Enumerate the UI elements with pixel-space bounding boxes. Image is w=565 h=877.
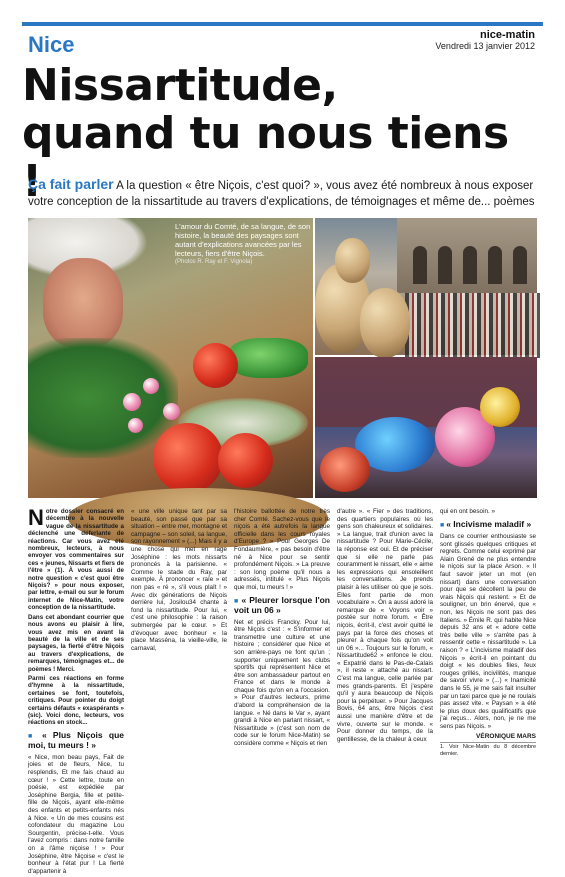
crowd-shape [405, 293, 540, 358]
body-paragraph: « une ville unique tant par sa beauté, son passé que par sa situation – entre mer, montagne et campagne – son soleil, sa langue, son rayonnement » (...) Mais il y a une chose qui met en rage Joséphine : les mots nissarts prononcés à la parisienne. « Comme le stade du Ray, par exemple. À prononcer « raïe » et non pas « ré », s'il vous plaît ! » Avec dix générations de Niçois derrière lui, Josilou34 chante à fond la nissartitude. Pour lui, « c'est une philosophie : la raison submergée par le cœur. » Et d'évoquer avec bonheur « la place Masséna, la vieille-ville, le carnaval, [131, 508, 227, 652]
body-paragraph: l'histoire ballottée de notre très cher Comté. Sachez-vous que le niçois a été autrefois la langue officielle dans les cours royales d'Europe ? » Pour Georges De Fondaumière, « pas besoin d'être né à Nice pour se sentir profondément Niçois. » La preuve : son long poème qu'il nous a adressés, intitulé « Plus Niçois que moi, tu meurs ! » [234, 508, 330, 591]
tomato-shape [153, 423, 223, 493]
pepper-shape [228, 338, 308, 378]
article-column-4 [337, 508, 433, 745]
float-shape [480, 387, 520, 427]
greens-shape [28, 338, 178, 458]
subhead-3: ■ « Incivisme maladif » [440, 518, 532, 529]
article-column-2 [131, 508, 227, 654]
body-paragraph: « Nice, mon beau pays, Fait de joies et de fleurs, Nice, tu resplendis, Et me fais chaud au cœur ! » Cette lettre, toute en poésie, est expédiée par Joséphine Bergia, fille et petite-fille de Niçois, ayant elle-même des enfants et petits-enfants nés à Nice. « Un de mes cousins est cofondateur du magazine Lou Sourgentin, précise-t-elle. Vous l'avez compris : dans notre famille on a l'âme niçoise ! » Pour Joséphine, être Niçoise « c'est le bonheur à l'état pur ! La fierté d'appartenir à [28, 753, 124, 875]
masthead [435, 29, 535, 51]
deck [28, 176, 538, 210]
float-shape [320, 447, 370, 492]
gourds-parade-photo [315, 218, 537, 355]
article-column-3 [234, 508, 330, 750]
body-paragraph: qui en ont besoin. » [440, 508, 495, 515]
headline-line2: quand tu nous tiens ! [22, 108, 509, 207]
carnival-photo [315, 357, 537, 498]
deck-kicker: Ça fait parler [28, 176, 114, 192]
radish-shape [123, 393, 141, 411]
photo-caption-text: L'amour du Comté, de sa langue, de son histoire, la beauté des paysages sont autant d'explications avancées par les lecteurs, fiers d'être Niçois. [175, 222, 311, 258]
radish-shape [128, 418, 143, 433]
issue-date: Vendredi 13 janvier 2012 [435, 41, 535, 51]
headline-line1: Nissartitude, [22, 60, 338, 111]
body-paragraph: d'autre ». « Fier » des traditions, des quartiers populaires où les gens son chaleureux et solidaires. » La langue, trait d'union avec la nissartitude ? Pour Marie-Cécile, la réponse est oui. Et de préciser que si elle ne parle pas couramment le nissart, elle « aime les expressions qui ensoleillent les conversations. Je prends plaisir à les utiliser où que je sois. Elles font partie de mon vocabulaire ». On a aussi adoré la remarque de « Voyons voir » postée sur notre forum. « Être niçois, écrit-il, c'est avoir quitté le pays par la force des choses et pleurer à chaque fois qu'on voit un 06 »... Toujours sur le forum, « Nissartitude62 » enfonce le clou. « Expatrié dans le Pas-de-Calais », il reste « attaché au nissart. C'est ma langue, celle parlée par mes grands-parents. Et j'espère qu'il y aura beaucoup de Niçois pour la perpétuer. » Pour Jacques Bovis, 64 ans, être Niçois c'est aussi une manière d'être et de vivre, ouverte sur le monde. « Pour donner du temps, de la gentillesse, de la chaleur à ceux [337, 508, 433, 743]
drop-cap: N [28, 505, 44, 530]
deck-text: A la question « être Niçois, c'est quoi? », vous avez été nombreux à nous exposer votre conception de la nissartitude au travers d'explications, de témoignages et même de... poèmes [28, 180, 535, 208]
intro-paragraph-2: Dans cet abondant courrier que nous avons eu plaisir à lire, vous avez mis en avant la beauté de la ville et de ses paysages, la fierté d'être Niçois au travers d'explications, de remarques, témoignages et... de poèmes ! Merci. [28, 613, 124, 673]
subhead-3-text: « Incivisme maladif » [446, 518, 532, 529]
photo-credit: (Photos R. Ray et F. Vignola) [175, 259, 253, 265]
author-signature: VÉRONIQUE MARS [476, 732, 536, 740]
arch-shape [463, 246, 477, 284]
chef-face-shape [43, 258, 123, 348]
paper-name: nice-matin [479, 29, 535, 41]
body-paragraph: Net et précis Francky. Pour lui, être Niçois c'est : « S'informer et transmettre une culture et une histoire ; considérer que Nice et son arrière-pays ne font qu'un ; supporter uniquement les clubs sportifs qui représentent Nice et être son ambassadeur partout en France et dans le monde à chaque fois qu'on en a l'occasion. » Pour d'autres lecteurs, prime d'abord la compréhension de la langue. « Né dans le Var », ayant grandi à Nice en parlant nissart, « Nissartitude » (c'est son nom de code sur le forum Nice-Matin) se considère comme « Niçois et rien [234, 618, 330, 748]
section-name: Nice [28, 32, 75, 57]
subhead-2: ■ « Pleurer lorsque l'on voit un 06 » [234, 594, 330, 616]
radish-shape [143, 378, 159, 394]
article-column-5 [440, 508, 536, 757]
arch-shape [513, 246, 527, 284]
radish-shape [163, 403, 180, 420]
intro-paragraph [28, 505, 124, 612]
tomato-shape [218, 433, 273, 488]
arch-shape [438, 246, 452, 284]
article-body [28, 505, 537, 875]
gourd-shape [335, 238, 370, 283]
article-column-1 [28, 505, 124, 877]
top-rule [22, 22, 543, 26]
footnote: 1. Voir Nice-Matin du 8 décembre dernier. [440, 744, 536, 757]
tomato-shape [193, 343, 238, 388]
gourd-shape [360, 288, 410, 358]
body-paragraph: Dans ce courrier enthousiaste se sont glissés quelques critiques et regrets. Comme celui exprimé par Alain Grené de ne plus entendre le niçois sur la place Arson. « Il faut savoir jeter un mot (en nissart) dans une conversation pour que se décollent la peu de vrais Niçois qui restent. » Et de souligner, un brin énervé, que « non, les Niçois ne sont pas des Italiens. » Émile R. qui habite Nice depuis 32 ans et « adore cette très belle ville » s'arrête pas à ressentir cette « nissartitude ». La raison ? « L'incivisme maladif des Niçois » écrit-il en pointant du doigt « les doubles files, feux rouges grillés, incivilités, manque de savoir vivre » (...) « Inamicité dans le 55, je me sais fait insulter par un taxi parce que je ne roulais pas assez vite. « Paysan » a été le plus doux des qualificatifs que j'ai reçus... Alors, non, je ne me sens pas Niçois. » [440, 533, 536, 730]
subhead-1: ■ « Plus Niçois que moi, tu meurs ! » [28, 729, 124, 751]
arch-shape [413, 246, 427, 284]
subhead-1-text: « Plus Niçois que moi, tu meurs ! » [28, 729, 124, 751]
subhead-2-text: « Pleurer lorsque l'on voit un 06 » [234, 594, 330, 616]
intro-paragraph-3: Parmi ces réactions en forme d'hymne à la nissartitude, certaines se font, toutefois, critiques. Pour pointer du doigt certains défauts « exaspérants » (sic). Voici donc, lecteurs, vos réactions en stock... [28, 674, 124, 727]
photo-caption [175, 222, 315, 267]
arch-shape [488, 246, 502, 284]
intro-text: otre dossier consacré en décembre à la nouvelle vague de la nissartitude a déclenché une déferlante de réactions. Car vous avez été nombreux, lecteurs, à nous envoyer vos commentaires sur ces « jeunes, Nissarts et fiers de l'être » (1). À vous aussi de notre question « c'est quoi être Niçois? » pour nous exposer, par lettre, e-mail ou sur le forum internet de Nice-Matin, votre conception de la nissartitude. [28, 508, 124, 612]
